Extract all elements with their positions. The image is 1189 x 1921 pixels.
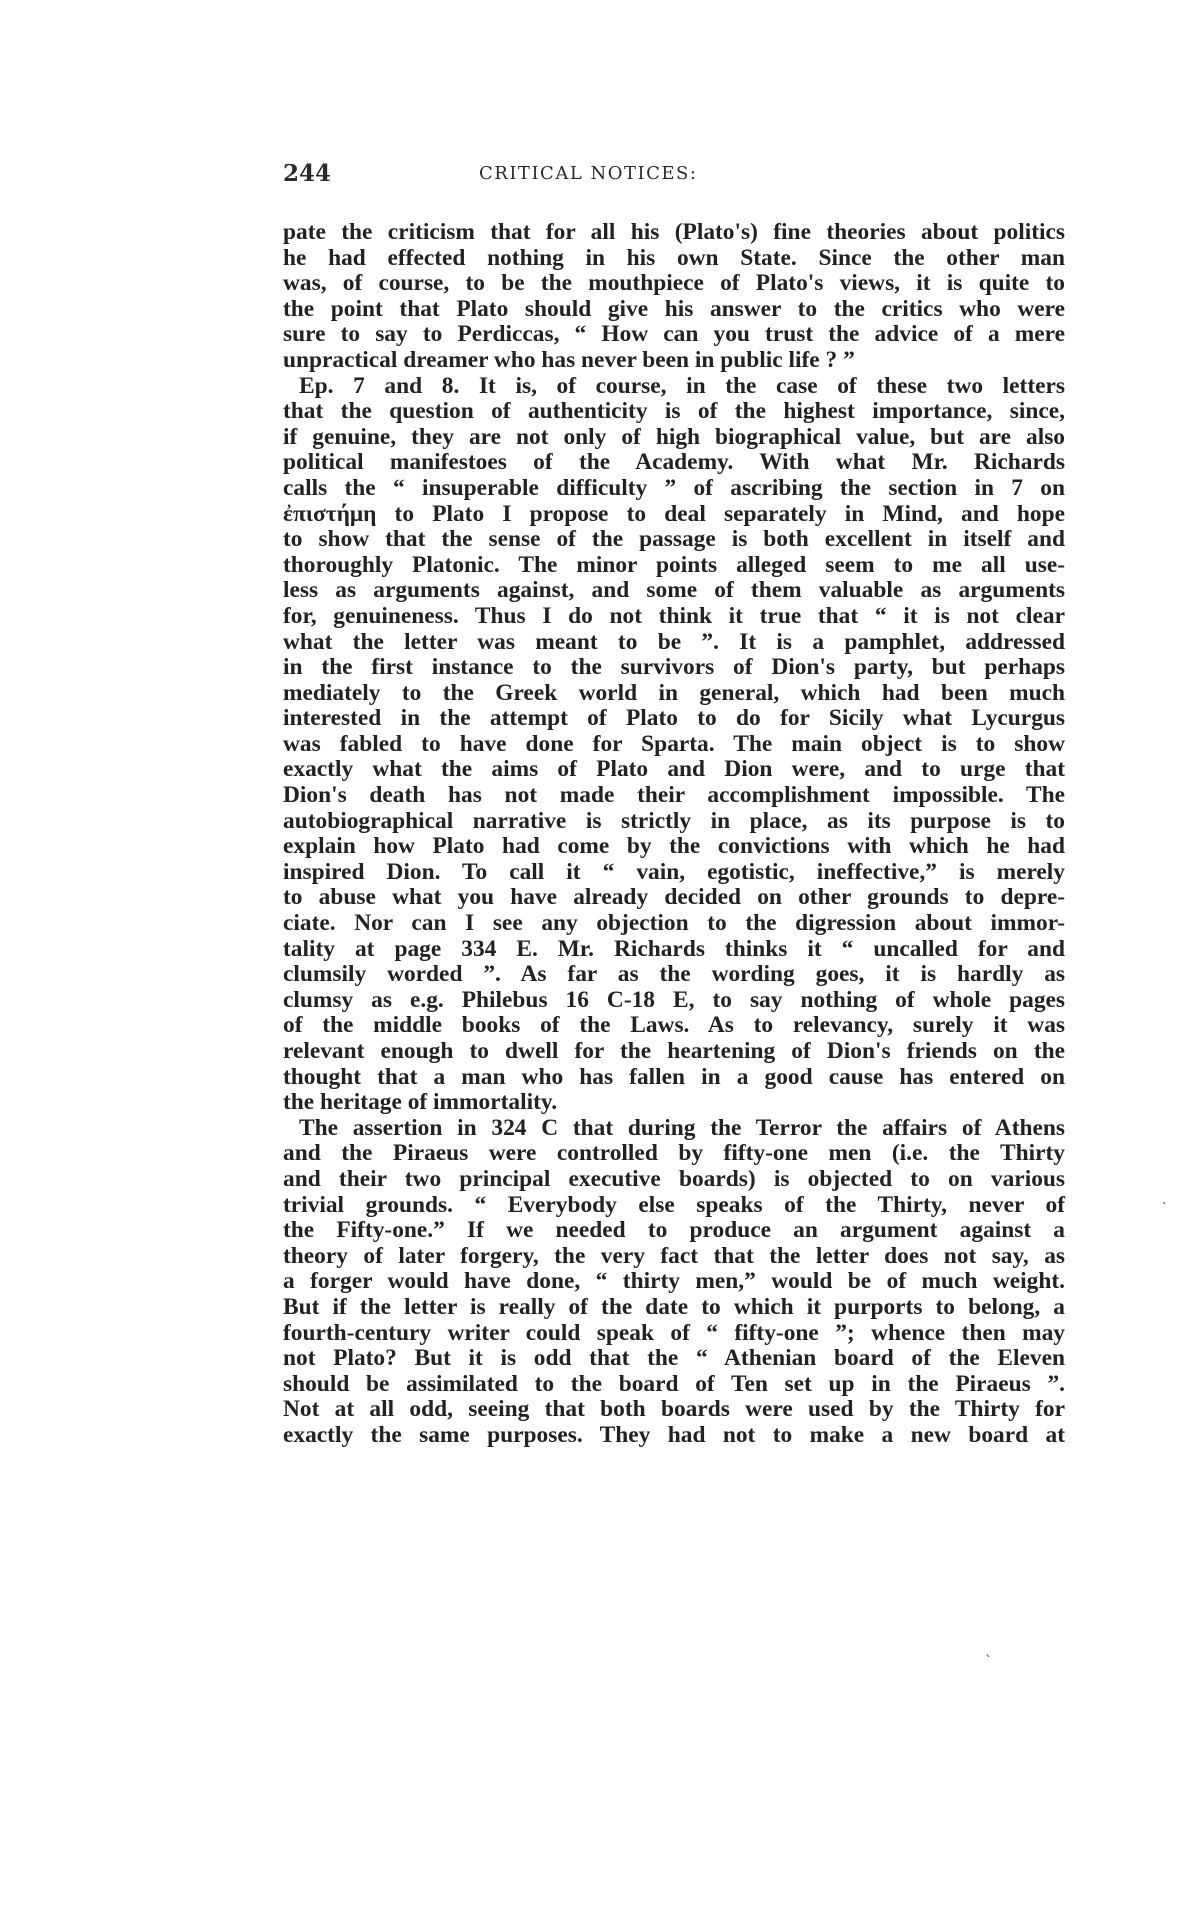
text-line: not Plato? But it is odd that the “ Athenian board of the Eleven xyxy=(283,1345,1065,1372)
text-line: and their two principal executive boards) is objected to on various xyxy=(283,1165,1065,1192)
page-number: 244 xyxy=(283,160,332,187)
text-line: was, of course, to be the mouthpiece of Plato's views, it is quite to xyxy=(283,270,1065,297)
text-line: for, genuineness. Thus I do not think it true that “ it is not clear xyxy=(283,602,1065,629)
text-line: autobiographical narrative is strictly in place, as its purpose is to xyxy=(283,807,1065,834)
text-line: that the question of authenticity is of the highest importance, since, xyxy=(283,398,1065,425)
text-line: clumsy as e.g. Philebus 16 C-18 E, to say nothing of whole pages xyxy=(283,986,1065,1013)
text-line: exactly what the aims of Plato and Dion were, and to urge that xyxy=(283,756,1065,783)
text-line: thoroughly Platonic. The minor points alleged seem to me all use- xyxy=(283,551,1065,578)
text-line: Ep. 7 and 8. It is, of course, in the case of these two letters xyxy=(299,372,1065,399)
text-line: thought that a man who has fallen in a good cause has entered on xyxy=(283,1063,1065,1090)
text-line: what the letter was meant to be ”. It is a pamphlet, addressed xyxy=(283,628,1065,655)
body-text xyxy=(283,220,1065,1449)
text-line: to show that the sense of the passage is both excellent in itself and xyxy=(283,526,1065,553)
text-line: calls the “ insuperable difficulty ” of ascribing the section in 7 on xyxy=(283,474,1065,501)
text-line: the Fifty-one.” If we needed to produce an argument against a xyxy=(283,1217,1065,1244)
text-line: clumsily worded ”. As far as the wording goes, it is hardly as xyxy=(283,961,1065,988)
text-line: ciate. Nor can I see any objection to the digression about immor- xyxy=(283,910,1065,937)
text-line: But if the letter is really of the date to which it purports to belong, a xyxy=(283,1293,1065,1320)
text-line: the point that Plato should give his answer to the critics who were xyxy=(283,295,1065,322)
text-line: sure to say to Perdiccas, “ How can you trust the advice of a mere xyxy=(283,321,1065,348)
text-line: of the middle books of the Laws. As to relevancy, surely it was xyxy=(283,1012,1065,1039)
text-line: a forger would have done, “ thirty men,” would be of much weight. xyxy=(283,1268,1065,1295)
text-line: unpractical dreamer who has never been in public life ? ” xyxy=(283,346,855,373)
stray-mark: ` xyxy=(985,1654,992,1670)
text-line: and the Piraeus were controlled by fifty-one men (i.e. the Thirty xyxy=(283,1140,1065,1167)
text-line: he had effected nothing in his own State. Since the other man xyxy=(283,244,1065,271)
text-line: was fabled to have done for Sparta. The main object is to show xyxy=(283,730,1065,757)
text-line: inspired Dion. To call it “ vain, egotistic, ineffective,” is merely xyxy=(283,858,1065,885)
text-line: explain how Plato had come by the convictions with which he had xyxy=(283,833,1065,860)
text-line: Not at all odd, seeing that both boards were used by the Thirty for xyxy=(283,1396,1065,1423)
text-line: relevant enough to dwell for the heartening of Dion's friends on the xyxy=(283,1038,1065,1064)
stray-mark: · xyxy=(1162,1196,1167,1212)
text-line: pate the criticism that for all his (Plato's) fine theories about politics xyxy=(283,219,1065,245)
text-line: fourth-century writer could speak of “ fifty-one ”; whence then may xyxy=(283,1319,1065,1346)
text-line: Dion's death has not made their accomplishment impossible. The xyxy=(283,782,1065,809)
text-line: if genuine, they are not only of high biographical value, but are also xyxy=(283,423,1065,450)
text-line: ἐπιστήμη to Plato I propose to deal separately in Mind, and hope xyxy=(283,500,1065,527)
text-line: political manifestoes of the Academy. With what Mr. Richards xyxy=(283,449,1065,476)
running-head: CRITICAL NOTICES: xyxy=(479,163,698,184)
page-header xyxy=(283,160,1063,192)
text-line: exactly the same purposes. They had not to make a new board at xyxy=(283,1421,1065,1448)
text-line: trivial grounds. “ Everybody else speaks of the Thirty, never of xyxy=(283,1191,1065,1218)
text-line: to abuse what you have already decided on other grounds to depre- xyxy=(283,884,1065,911)
text-line: tality at page 334 E. Mr. Richards thinks it “ uncalled for and xyxy=(283,935,1065,962)
text-line: should be assimilated to the board of Ten set up in the Piraeus ”. xyxy=(283,1370,1065,1397)
text-line: interested in the attempt of Plato to do for Sicily what Lycurgus xyxy=(283,705,1065,732)
text-line: in the first instance to the survivors of Dion's party, but perhaps xyxy=(283,654,1065,681)
text-line: mediately to the Greek world in general, which had been much xyxy=(283,679,1065,706)
text-line: theory of later forgery, the very fact that the letter does not say, as xyxy=(283,1242,1065,1269)
text-line: The assertion in 324 C that during the Terror the affairs of Athens xyxy=(299,1114,1065,1141)
text-line: less as arguments against, and some of them valuable as arguments xyxy=(283,577,1065,604)
text-line: the heritage of immortality. xyxy=(283,1089,558,1116)
